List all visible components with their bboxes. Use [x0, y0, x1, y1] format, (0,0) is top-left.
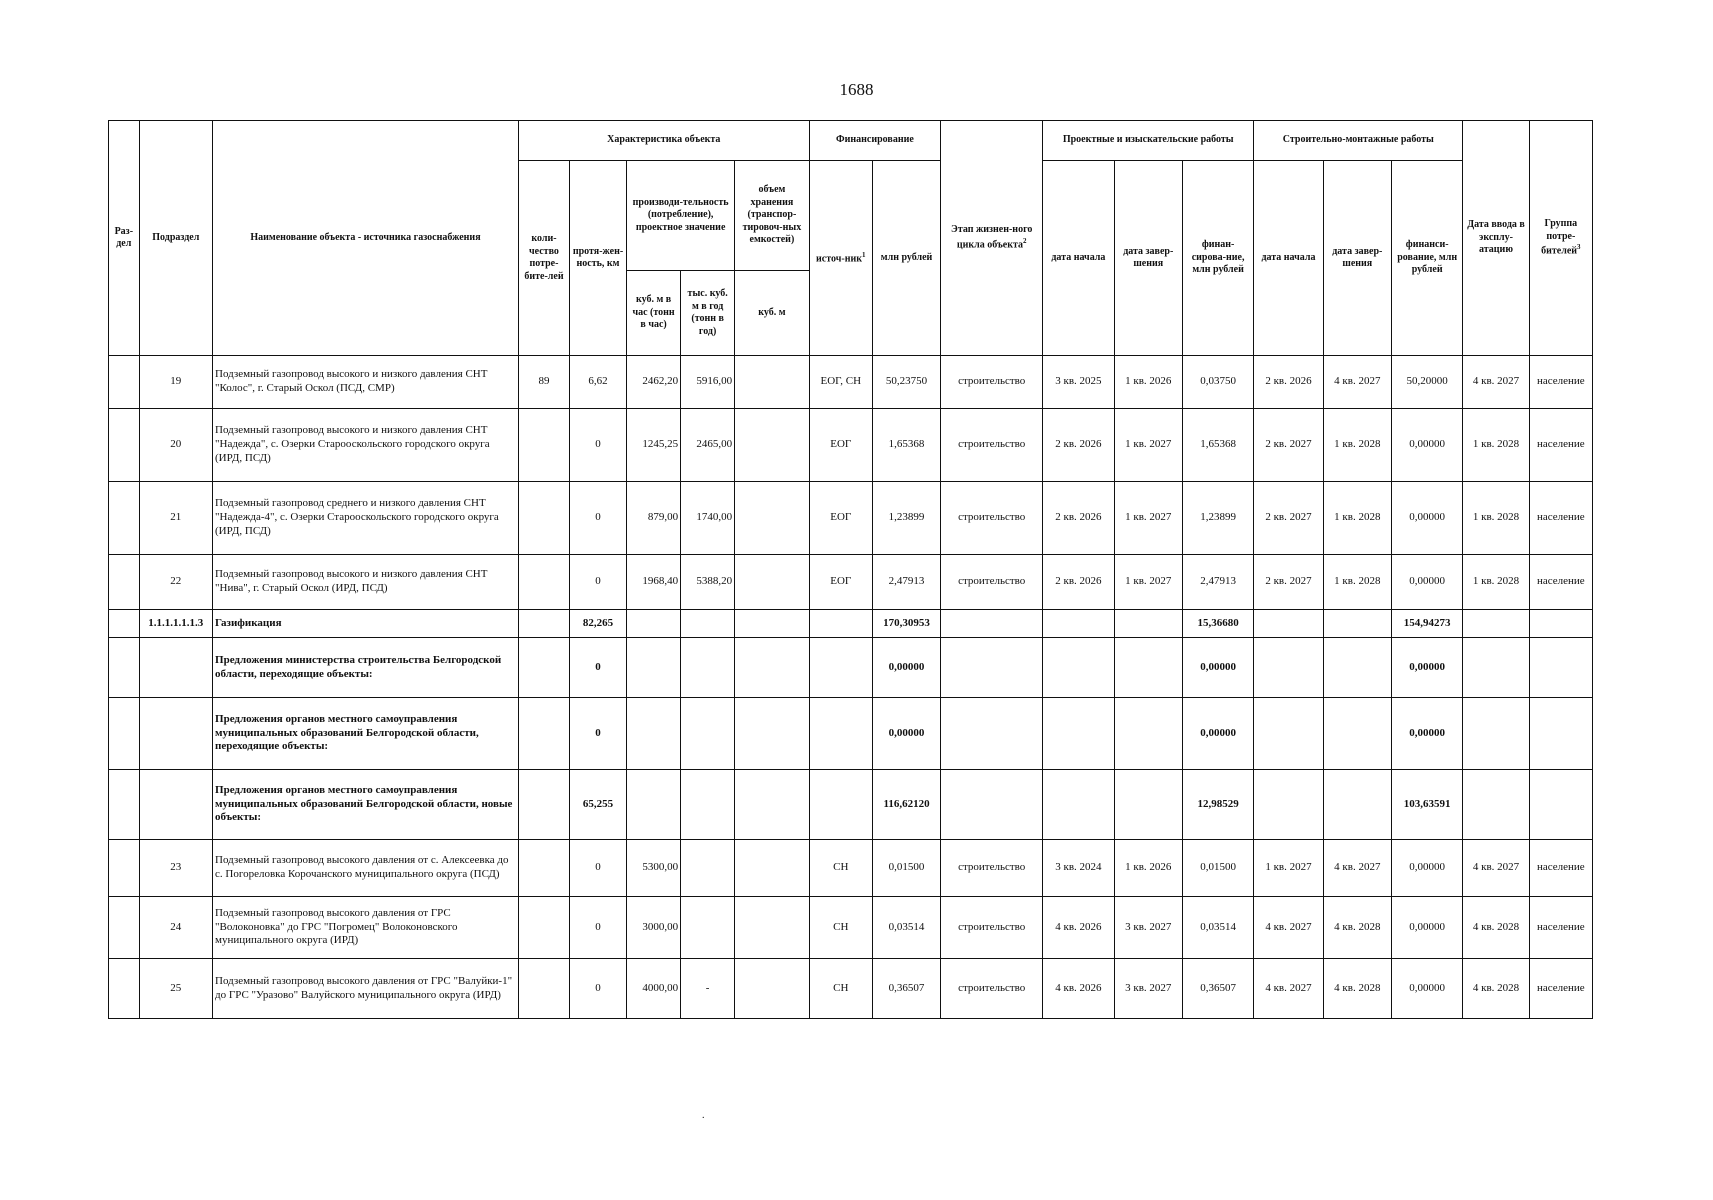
- row-name: Подземный газопровод высокого и низкого давления СНТ "Надежда", с. Озерки Старооскольского городского округа (ИРД, ПСД): [213, 409, 519, 482]
- group-smr-fin: 0,00000: [1391, 638, 1462, 698]
- row-smr-fin: 0,00000: [1391, 959, 1462, 1019]
- header-pir-start: дата начала: [1043, 161, 1114, 356]
- group-pir-fin: 12,98529: [1182, 770, 1253, 840]
- row-pir-end: 3 кв. 2027: [1114, 959, 1182, 1019]
- row-name: Подземный газопровод высокого и низкого давления СНТ "Нива", г. Старый Оскол (ИРД, ПСД): [213, 555, 519, 610]
- table-row: [109, 409, 1593, 482]
- row-kub-chas: 879,00: [627, 482, 681, 555]
- group-pir-fin: 0,00000: [1182, 638, 1253, 698]
- section-row: [109, 610, 1593, 638]
- row-pir-fin: 1,23899: [1182, 482, 1253, 555]
- row-kub-chas: 5300,00: [627, 840, 681, 897]
- table-row: [109, 840, 1593, 897]
- row-vvod: 1 кв. 2028: [1463, 482, 1529, 555]
- page-number: 1688: [839, 80, 874, 99]
- row-pir-fin: 0,01500: [1182, 840, 1253, 897]
- table-row: [109, 482, 1593, 555]
- row-smr-fin: 0,00000: [1391, 409, 1462, 482]
- group-smr-fin: 0,00000: [1391, 698, 1462, 770]
- row-etap: строительство: [941, 555, 1043, 610]
- row-vvod: 1 кв. 2028: [1463, 409, 1529, 482]
- row-prot: 0: [569, 959, 626, 1019]
- header-characteristics: Характеристика объекта: [518, 121, 809, 161]
- section-mln: 170,30953: [872, 610, 940, 638]
- row-pir-end: 1 кв. 2026: [1114, 356, 1182, 409]
- row-smr-end: 4 кв. 2028: [1323, 897, 1391, 959]
- row-smr-end: 4 кв. 2027: [1323, 840, 1391, 897]
- row-smr-start: 2 кв. 2026: [1254, 356, 1323, 409]
- row-pir-end: 1 кв. 2027: [1114, 482, 1182, 555]
- row-smr-start: 2 кв. 2027: [1254, 555, 1323, 610]
- row-smr-fin: 50,20000: [1391, 356, 1462, 409]
- row-vvod: 4 кв. 2028: [1463, 897, 1529, 959]
- row-pir-start: 2 кв. 2026: [1043, 555, 1114, 610]
- row-etap: строительство: [941, 482, 1043, 555]
- header-smr-start: дата начала: [1254, 161, 1323, 356]
- section-smr-fin: 154,94273: [1391, 610, 1462, 638]
- header-obem: объем хранения (транспор-тировоч-ных емкостей): [735, 161, 810, 271]
- group-name: Предложения министерства строительства Белгородской области, переходящие объекты:: [213, 638, 519, 698]
- header-prot: протя-жен-ность, км: [569, 161, 626, 356]
- row-pir-start: 2 кв. 2026: [1043, 482, 1114, 555]
- header-kub-chas: куб. м в час (тонн в час): [627, 271, 681, 356]
- row-smr-fin: 0,00000: [1391, 897, 1462, 959]
- header-kub-m: куб. м: [735, 271, 810, 356]
- row-mln: 0,01500: [872, 840, 940, 897]
- row-tys-kub: [681, 840, 735, 897]
- row-kol: [518, 897, 569, 959]
- row-vvod: 4 кв. 2027: [1463, 840, 1529, 897]
- group-row: [109, 638, 1593, 698]
- row-pir-start: 4 кв. 2026: [1043, 897, 1114, 959]
- row-pir-start: 3 кв. 2024: [1043, 840, 1114, 897]
- table-row: [109, 959, 1593, 1019]
- row-name: Подземный газопровод среднего и низкого давления СНТ "Надежда-4", с. Озерки Старооскольского городского округа (ИРД, ПСД): [213, 482, 519, 555]
- row-pir-fin: 1,65368: [1182, 409, 1253, 482]
- row-mln: 1,65368: [872, 409, 940, 482]
- row-prot: 0: [569, 555, 626, 610]
- row-pir-start: 4 кв. 2026: [1043, 959, 1114, 1019]
- section-code: 1.1.1.1.1.1.3: [139, 610, 212, 638]
- header-gruppa: Группа потре-бителей$^3$: [1529, 121, 1592, 356]
- row-name: Подземный газопровод высокого и низкого давления СНТ "Колос", г. Старый Оскол (ПСД, СМР): [213, 356, 519, 409]
- row-kub-chas: 3000,00: [627, 897, 681, 959]
- row-smr-end: 4 кв. 2028: [1323, 959, 1391, 1019]
- row-kub-chas: 2462,20: [627, 356, 681, 409]
- group-row: [109, 770, 1593, 840]
- row-num: 24: [139, 897, 212, 959]
- row-pir-fin: 0,03514: [1182, 897, 1253, 959]
- row-etap: строительство: [941, 356, 1043, 409]
- row-smr-start: 2 кв. 2027: [1254, 482, 1323, 555]
- row-istochnik: ЕОГ: [809, 555, 872, 610]
- header-proizv: производи-тельность (потребление), проектное значение: [627, 161, 735, 271]
- row-num: 22: [139, 555, 212, 610]
- header-name: Наименование объекта - источника газоснабжения: [213, 121, 519, 356]
- row-prot: 6,62: [569, 356, 626, 409]
- header-smr-end: дата завер-шения: [1323, 161, 1391, 356]
- row-mln: 0,03514: [872, 897, 940, 959]
- row-smr-end: 1 кв. 2028: [1323, 482, 1391, 555]
- row-num: 20: [139, 409, 212, 482]
- group-mln: 0,00000: [872, 638, 940, 698]
- table-row: [109, 356, 1593, 409]
- row-smr-fin: 0,00000: [1391, 840, 1462, 897]
- row-gruppa: население: [1529, 840, 1592, 897]
- row-smr-end: 4 кв. 2027: [1323, 356, 1391, 409]
- row-kol: 89: [518, 356, 569, 409]
- row-pir-start: 2 кв. 2026: [1043, 409, 1114, 482]
- row-istochnik: ЕОГ, СН: [809, 356, 872, 409]
- row-vvod: 4 кв. 2027: [1463, 356, 1529, 409]
- row-istochnik: СН: [809, 959, 872, 1019]
- row-pir-end: 1 кв. 2026: [1114, 840, 1182, 897]
- row-gruppa: население: [1529, 482, 1592, 555]
- table-row: [109, 897, 1593, 959]
- header-smr: Строительно-монтажные работы: [1254, 121, 1463, 161]
- row-pir-end: 1 кв. 2027: [1114, 555, 1182, 610]
- row-prot: 0: [569, 840, 626, 897]
- section-pir-fin: 15,36680: [1182, 610, 1253, 638]
- row-pir-start: 3 кв. 2025: [1043, 356, 1114, 409]
- row-tys-kub: 2465,00: [681, 409, 735, 482]
- header-istochnik: источ-ник$^1$: [809, 161, 872, 356]
- row-smr-fin: 0,00000: [1391, 482, 1462, 555]
- group-smr-fin: 103,63591: [1391, 770, 1462, 840]
- row-kol: [518, 555, 569, 610]
- row-smr-start: 2 кв. 2027: [1254, 409, 1323, 482]
- row-pir-end: 1 кв. 2027: [1114, 409, 1182, 482]
- header-financing: Финансирование: [809, 121, 941, 161]
- header-pir: Проектные и изыскательские работы: [1043, 121, 1254, 161]
- header-data-vvoda: Дата ввода в эксплу-атацию: [1463, 121, 1529, 356]
- row-vvod: 4 кв. 2028: [1463, 959, 1529, 1019]
- row-etap: строительство: [941, 409, 1043, 482]
- row-name: Подземный газопровод высокого давления от ГРС "Валуйки-1" до ГРС "Уразово" Валуйского муниципального округа (ИРД): [213, 959, 519, 1019]
- header-kol: коли-чество потре-бите-лей: [518, 161, 569, 356]
- row-gruppa: население: [1529, 959, 1592, 1019]
- row-tys-kub: -: [681, 959, 735, 1019]
- row-kub-chas: 1245,25: [627, 409, 681, 482]
- row-istochnik: ЕОГ: [809, 409, 872, 482]
- table-row: [109, 555, 1593, 610]
- header-podrazdel: Подраздел: [139, 121, 212, 356]
- row-kub-chas: 4000,00: [627, 959, 681, 1019]
- row-kol: [518, 959, 569, 1019]
- row-pir-fin: 2,47913: [1182, 555, 1253, 610]
- row-istochnik: ЕОГ: [809, 482, 872, 555]
- row-smr-fin: 0,00000: [1391, 555, 1462, 610]
- row-kol: [518, 482, 569, 555]
- row-gruppa: население: [1529, 555, 1592, 610]
- row-kol: [518, 840, 569, 897]
- row-name: Подземный газопровод высокого давления от с. Алексеевка до с. Погореловка Корочанского муниципального округа (ПСД): [213, 840, 519, 897]
- group-mln: 0,00000: [872, 698, 940, 770]
- group-prot: 65,255: [569, 770, 626, 840]
- row-kub-chas: 1968,40: [627, 555, 681, 610]
- row-etap: строительство: [941, 840, 1043, 897]
- group-prot: 0: [569, 638, 626, 698]
- row-smr-end: 1 кв. 2028: [1323, 555, 1391, 610]
- group-prot: 0: [569, 698, 626, 770]
- row-tys-kub: 5916,00: [681, 356, 735, 409]
- row-mln: 50,23750: [872, 356, 940, 409]
- row-prot: 0: [569, 409, 626, 482]
- row-num: 21: [139, 482, 212, 555]
- header-pir-end: дата завер-шения: [1114, 161, 1182, 356]
- row-vvod: 1 кв. 2028: [1463, 555, 1529, 610]
- header-pir-fin: финан-сирова-ние, млн рублей: [1182, 161, 1253, 356]
- row-smr-start: 4 кв. 2027: [1254, 897, 1323, 959]
- row-num: 19: [139, 356, 212, 409]
- row-pir-fin: 0,36507: [1182, 959, 1253, 1019]
- row-gruppa: население: [1529, 356, 1592, 409]
- section-name: Газификация: [213, 610, 519, 638]
- section-prot: 82,265: [569, 610, 626, 638]
- row-istochnik: СН: [809, 897, 872, 959]
- row-num: 25: [139, 959, 212, 1019]
- investment-table: [108, 120, 1593, 1019]
- group-name: Предложения органов местного самоуправления муниципальных образований Белгородской области, новые объекты:: [213, 770, 519, 840]
- row-etap: строительство: [941, 897, 1043, 959]
- header-smr-fin: финанси-рование, млн рублей: [1391, 161, 1462, 356]
- header-razdel: Раз-дел: [109, 121, 140, 356]
- header-etap: Этап жизнен-ного цикла объекта$^2$: [941, 121, 1043, 356]
- row-kol: [518, 409, 569, 482]
- group-pir-fin: 0,00000: [1182, 698, 1253, 770]
- header-tys-kub-god: тыс. куб. м в год (тонн в год): [681, 271, 735, 356]
- row-mln: 2,47913: [872, 555, 940, 610]
- row-prot: 0: [569, 482, 626, 555]
- row-name: Подземный газопровод высокого давления от ГРС "Волоконовка" до ГРС "Погромец" Волоконовского муниципального округа (ИРД): [213, 897, 519, 959]
- group-row: [109, 698, 1593, 770]
- row-tys-kub: [681, 897, 735, 959]
- scan-mark: .: [702, 1110, 705, 1121]
- row-tys-kub: 5388,20: [681, 555, 735, 610]
- row-prot: 0: [569, 897, 626, 959]
- row-tys-kub: 1740,00: [681, 482, 735, 555]
- row-gruppa: население: [1529, 897, 1592, 959]
- row-mln: 1,23899: [872, 482, 940, 555]
- group-name: Предложения органов местного самоуправления муниципальных образований Белгородской области, переходящие объекты:: [213, 698, 519, 770]
- row-num: 23: [139, 840, 212, 897]
- group-mln: 116,62120: [872, 770, 940, 840]
- row-etap: строительство: [941, 959, 1043, 1019]
- row-mln: 0,36507: [872, 959, 940, 1019]
- row-smr-end: 1 кв. 2028: [1323, 409, 1391, 482]
- row-gruppa: население: [1529, 409, 1592, 482]
- row-smr-start: 4 кв. 2027: [1254, 959, 1323, 1019]
- row-pir-fin: 0,03750: [1182, 356, 1253, 409]
- row-istochnik: СН: [809, 840, 872, 897]
- row-smr-start: 1 кв. 2027: [1254, 840, 1323, 897]
- row-pir-end: 3 кв. 2027: [1114, 897, 1182, 959]
- header-mln: млн рублей: [872, 161, 940, 356]
